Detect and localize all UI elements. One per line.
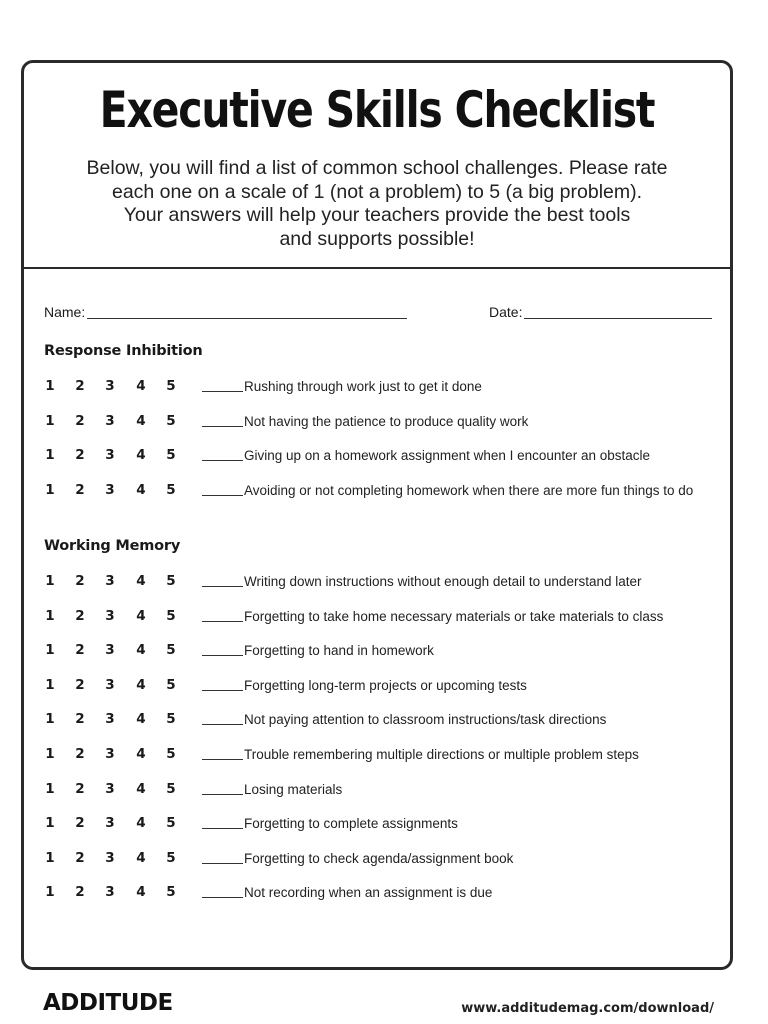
rating-blank[interactable] bbox=[202, 759, 243, 760]
rating-blank[interactable] bbox=[202, 391, 243, 392]
intro-text bbox=[54, 157, 700, 251]
checklist-item-text: Avoiding or not completing homework when there are more fun things to do bbox=[244, 482, 694, 498]
rating-blank[interactable] bbox=[202, 495, 243, 496]
brand-logo: ADDITUDE bbox=[43, 990, 173, 1016]
rating-option-2[interactable]: 2 bbox=[75, 481, 85, 498]
rating-option-3[interactable]: 3 bbox=[105, 412, 115, 429]
checklist-item-text: Giving up on a homework assignment when I encounter an obstacle bbox=[244, 448, 650, 464]
rating-option-1[interactable]: 1 bbox=[45, 642, 55, 659]
checklist-item-text: Forgetting to complete assignments bbox=[244, 816, 458, 832]
rating-option-5[interactable]: 5 bbox=[166, 412, 176, 429]
rating-option-3[interactable]: 3 bbox=[105, 780, 115, 797]
rating-option-3[interactable]: 3 bbox=[105, 815, 115, 832]
rating-option-5[interactable]: 5 bbox=[166, 447, 176, 464]
rating-option-2[interactable]: 2 bbox=[75, 573, 85, 589]
rating-blank[interactable] bbox=[202, 460, 243, 461]
rating-option-5[interactable]: 5 bbox=[166, 481, 176, 498]
checklist-item-text: Forgetting to take home necessary materials or take materials to class bbox=[244, 608, 664, 624]
rating-option-1[interactable]: 1 bbox=[45, 447, 55, 464]
rating-blank[interactable] bbox=[202, 586, 243, 587]
checklist-row bbox=[44, 677, 724, 697]
intro-line: and supports possible! bbox=[279, 227, 475, 250]
rating-option-5[interactable]: 5 bbox=[166, 676, 176, 693]
page-title: Executive Skills Checklist bbox=[99, 81, 655, 139]
checklist-item-text: Writing down instructions without enough detail to understand later bbox=[244, 574, 642, 589]
checklist-item-text: Not paying attention to classroom instructions/task directions bbox=[244, 712, 607, 728]
rating-option-5[interactable]: 5 bbox=[166, 849, 176, 866]
rating-option-4[interactable]: 4 bbox=[136, 849, 146, 866]
checklist-item-text: Not having the patience to produce quality work bbox=[244, 413, 529, 429]
date-label: Date: bbox=[489, 304, 523, 320]
checklist-row bbox=[44, 482, 724, 502]
checklist-header bbox=[24, 63, 730, 269]
section-title: Working Memory bbox=[44, 538, 181, 554]
rating-option-3[interactable]: 3 bbox=[105, 746, 115, 762]
rating-option-5[interactable]: 5 bbox=[166, 607, 176, 624]
section-title: Response Inhibition bbox=[44, 343, 203, 359]
rating-option-5[interactable]: 5 bbox=[166, 884, 176, 901]
rating-option-3[interactable]: 3 bbox=[105, 573, 115, 589]
rating-option-1[interactable]: 1 bbox=[45, 378, 55, 394]
rating-option-4[interactable]: 4 bbox=[136, 711, 146, 728]
name-field bbox=[44, 304, 407, 320]
rating-option-5[interactable]: 5 bbox=[166, 573, 176, 589]
checklist-frame bbox=[21, 60, 733, 970]
rating-option-4[interactable]: 4 bbox=[136, 815, 146, 832]
rating-blank[interactable] bbox=[202, 897, 243, 898]
rating-option-3[interactable]: 3 bbox=[105, 711, 115, 728]
rating-option-4[interactable]: 4 bbox=[136, 676, 146, 693]
intro-line: Below, you will find a list of common school challenges. Please rate bbox=[86, 157, 668, 179]
rating-option-4[interactable]: 4 bbox=[136, 642, 146, 659]
rating-option-2[interactable]: 2 bbox=[75, 849, 85, 866]
rating-option-1[interactable]: 1 bbox=[45, 711, 55, 728]
checklist-row bbox=[44, 573, 724, 593]
rating-option-2[interactable]: 2 bbox=[75, 780, 85, 797]
rating-blank[interactable] bbox=[202, 828, 243, 829]
checklist-item-text: Forgetting to hand in homework bbox=[244, 643, 434, 659]
rating-option-3[interactable]: 3 bbox=[105, 607, 115, 624]
rating-option-4[interactable]: 4 bbox=[136, 780, 146, 797]
rating-blank[interactable] bbox=[202, 863, 243, 864]
checklist-item-text: Losing materials bbox=[244, 781, 343, 797]
rating-option-5[interactable]: 5 bbox=[166, 378, 176, 394]
rating-option-2[interactable]: 2 bbox=[75, 378, 85, 394]
checklist-row bbox=[44, 815, 724, 835]
rating-option-3[interactable]: 3 bbox=[105, 642, 115, 659]
rating-blank[interactable] bbox=[202, 621, 243, 622]
rating-blank[interactable] bbox=[202, 426, 243, 427]
checklist-row bbox=[44, 884, 724, 904]
rating-option-2[interactable]: 2 bbox=[75, 711, 85, 728]
rating-option-4[interactable]: 4 bbox=[136, 607, 146, 624]
rating-option-2[interactable]: 2 bbox=[75, 676, 85, 693]
rating-option-2[interactable]: 2 bbox=[75, 447, 85, 464]
checklist-item-text: Not recording when an assignment is due bbox=[244, 885, 493, 901]
checklist-row bbox=[44, 711, 724, 731]
rating-option-4[interactable]: 4 bbox=[136, 378, 146, 394]
rating-option-2[interactable]: 2 bbox=[75, 884, 85, 901]
rating-option-5[interactable]: 5 bbox=[166, 746, 176, 762]
rating-option-1[interactable]: 1 bbox=[45, 481, 55, 498]
rating-option-2[interactable]: 2 bbox=[75, 607, 85, 624]
checklist-row bbox=[44, 608, 724, 628]
rating-option-3[interactable]: 3 bbox=[105, 378, 115, 394]
rating-option-1[interactable]: 1 bbox=[45, 607, 55, 624]
rating-option-3[interactable]: 3 bbox=[105, 676, 115, 693]
rating-option-2[interactable]: 2 bbox=[75, 746, 85, 762]
checklist-item-text: Rushing through work just to get it done bbox=[244, 379, 482, 394]
date-input-line[interactable] bbox=[524, 317, 712, 319]
rating-option-3[interactable]: 3 bbox=[105, 481, 115, 498]
rating-option-4[interactable]: 4 bbox=[136, 573, 146, 589]
checklist-item-text: Forgetting to check agenda/assignment book bbox=[244, 850, 514, 866]
intro-line: each one on a scale of 1 (not a problem) to 5 (a big problem). bbox=[111, 180, 643, 203]
rating-option-4[interactable]: 4 bbox=[136, 412, 146, 429]
checklist-row bbox=[44, 378, 724, 398]
rating-blank[interactable] bbox=[202, 690, 243, 691]
intro-line: Your answers will help your teachers provide the best tools bbox=[123, 204, 631, 226]
rating-option-3[interactable]: 3 bbox=[105, 884, 115, 901]
rating-option-4[interactable]: 4 bbox=[136, 746, 146, 762]
rating-option-2[interactable]: 2 bbox=[75, 815, 85, 832]
checklist-row bbox=[44, 781, 724, 801]
rating-option-5[interactable]: 5 bbox=[166, 815, 176, 832]
rating-option-4[interactable]: 4 bbox=[136, 884, 146, 901]
checklist-item-text: Forgetting long-term projects or upcoming tests bbox=[244, 677, 527, 693]
rating-option-1[interactable]: 1 bbox=[45, 780, 55, 797]
rating-option-1[interactable]: 1 bbox=[45, 746, 55, 762]
checklist-item-text: Trouble remembering multiple directions or multiple problem steps bbox=[244, 747, 639, 762]
rating-option-1[interactable]: 1 bbox=[45, 676, 55, 693]
name-label: Name: bbox=[44, 304, 86, 320]
rating-blank[interactable] bbox=[202, 655, 243, 656]
footer-url: www.additudemag.com/download/ bbox=[461, 1001, 714, 1016]
rating-option-5[interactable]: 5 bbox=[166, 711, 176, 728]
rating-option-3[interactable]: 3 bbox=[105, 447, 115, 464]
rating-option-2[interactable]: 2 bbox=[75, 412, 85, 429]
checklist-row bbox=[44, 850, 724, 870]
rating-option-1[interactable]: 1 bbox=[45, 815, 55, 832]
rating-option-3[interactable]: 3 bbox=[105, 849, 115, 866]
rating-option-5[interactable]: 5 bbox=[166, 780, 176, 797]
rating-option-5[interactable]: 5 bbox=[166, 642, 176, 659]
checklist-row bbox=[44, 642, 724, 662]
rating-option-4[interactable]: 4 bbox=[136, 481, 146, 498]
rating-option-1[interactable]: 1 bbox=[45, 412, 55, 429]
checklist-row bbox=[44, 413, 724, 433]
checklist-row bbox=[44, 447, 724, 467]
date-field bbox=[489, 304, 712, 320]
rating-option-1[interactable]: 1 bbox=[45, 573, 55, 589]
rating-option-1[interactable]: 1 bbox=[45, 849, 55, 866]
rating-blank[interactable] bbox=[202, 724, 243, 725]
rating-option-1[interactable]: 1 bbox=[45, 884, 55, 901]
rating-option-4[interactable]: 4 bbox=[136, 447, 146, 464]
rating-blank[interactable] bbox=[202, 794, 243, 795]
name-input-line[interactable] bbox=[87, 317, 407, 319]
checklist-row bbox=[44, 746, 724, 766]
rating-option-2[interactable]: 2 bbox=[75, 642, 85, 659]
